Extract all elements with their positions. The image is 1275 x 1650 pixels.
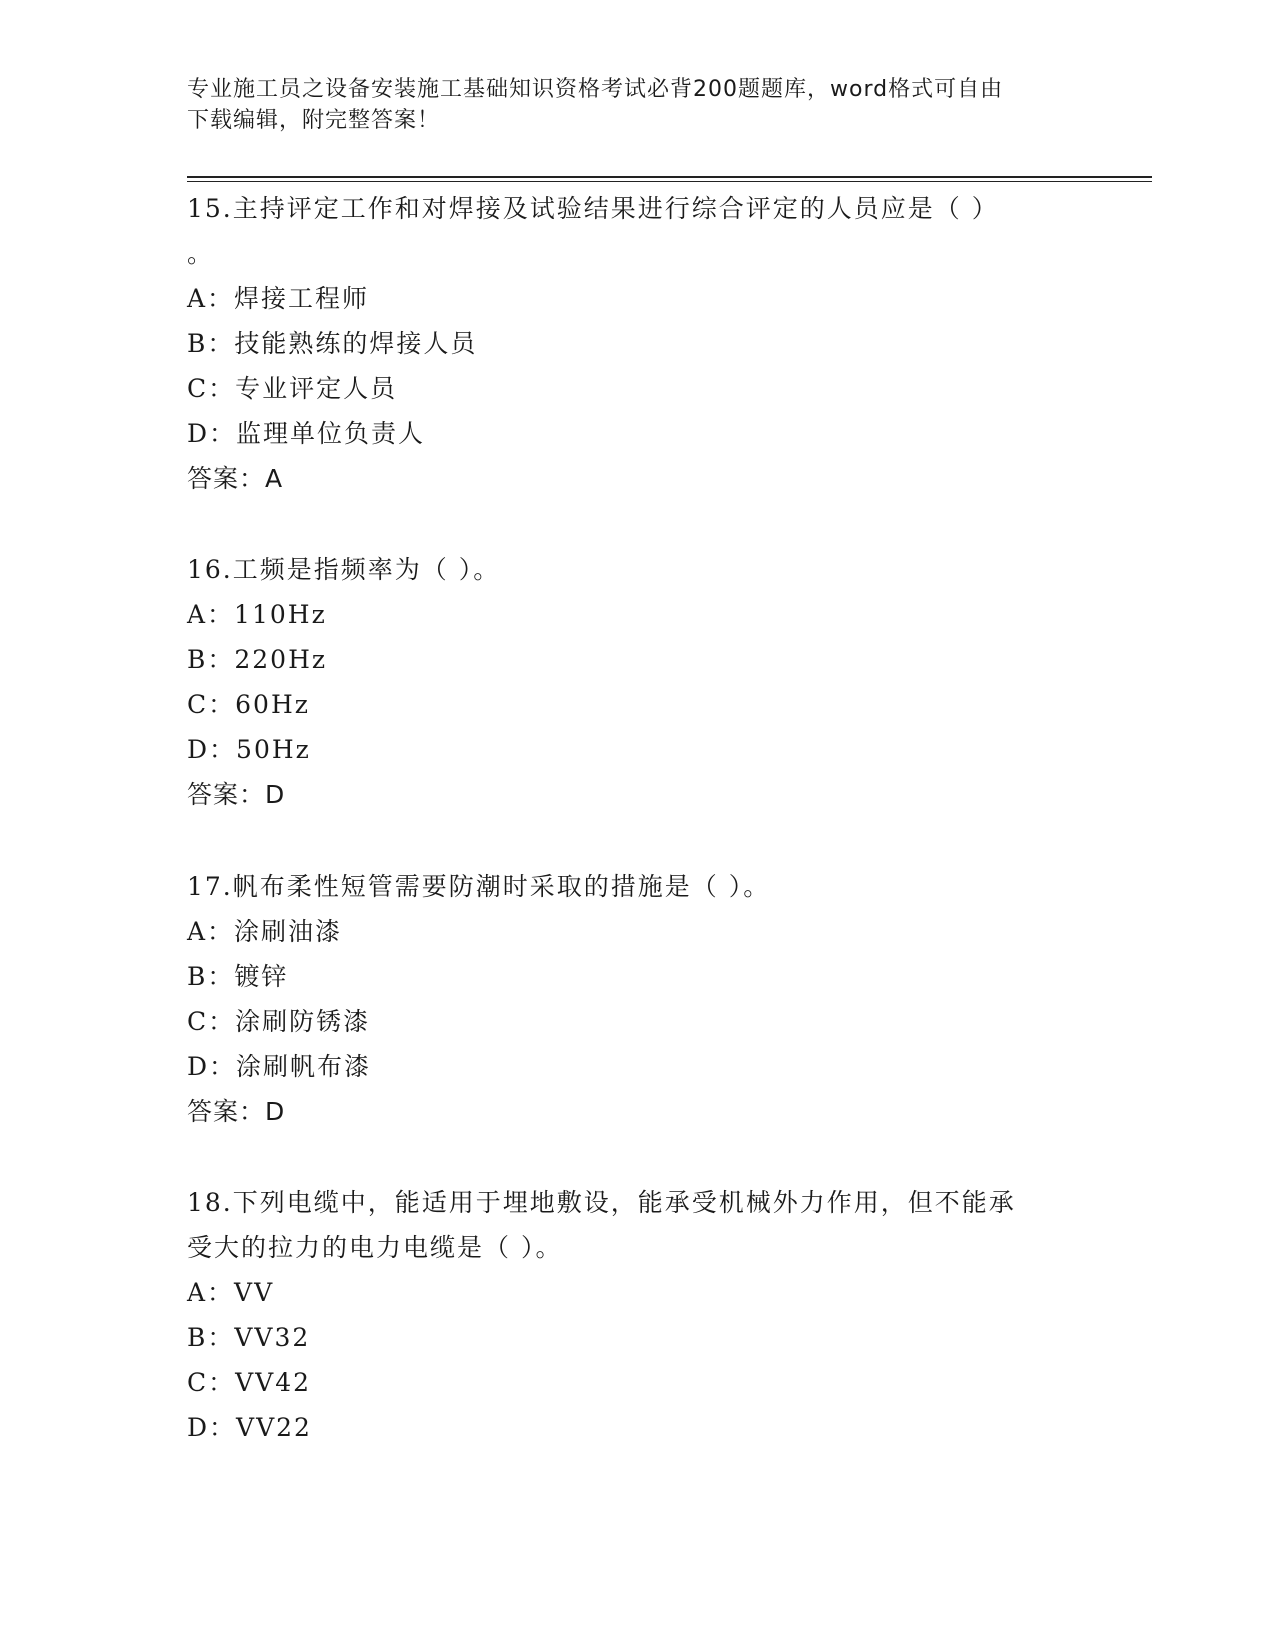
question-stem: 17.帆布柔性短管需要防潮时采取的措施是（ ）。 — [187, 872, 771, 901]
answer: 答案：D — [187, 1097, 286, 1126]
option-d: D：监理单位负责人 — [187, 419, 426, 448]
option-c: C：60Hz — [187, 690, 310, 719]
option-c: C：涂刷防锈漆 — [187, 1007, 371, 1036]
option-b: B：VV32 — [187, 1323, 311, 1352]
option-b: B：技能熟练的焊接人员 — [187, 329, 478, 358]
option-d: D：VV22 — [187, 1413, 312, 1442]
header-divider-thick — [187, 176, 1152, 178]
header-divider-thin — [187, 181, 1152, 182]
question-stem: 18.下列电缆中，能适用于埋地敷设，能承受机械外力作用，但不能承 — [187, 1188, 1016, 1217]
question-stem-continued: 受大的拉力的电力电缆是（ ）。 — [187, 1233, 563, 1262]
option-b: B：镀锌 — [187, 962, 289, 991]
question-stem: 16.工频是指频率为（ ）。 — [187, 555, 501, 584]
header-line-2: 下载编辑，附完整答案！ — [187, 108, 441, 133]
option-c: C：VV42 — [187, 1368, 312, 1397]
option-a: A：110Hz — [187, 600, 327, 629]
option-d: D：50Hz — [187, 735, 311, 764]
option-a: A：焊接工程师 — [187, 284, 370, 313]
document-header — [187, 74, 1067, 136]
question-18 — [187, 1180, 1087, 1450]
option-b: B：220Hz — [187, 645, 328, 674]
option-a: A：VV — [187, 1278, 275, 1307]
answer: 答案：D — [187, 780, 286, 809]
question-stem-continued: 。 — [187, 239, 215, 268]
question-16 — [187, 547, 1087, 817]
question-17 — [187, 864, 1087, 1134]
option-c: C：专业评定人员 — [187, 374, 398, 403]
answer: 答案：A — [187, 464, 284, 493]
question-15 — [187, 186, 1087, 501]
option-d: D：涂刷帆布漆 — [187, 1052, 372, 1081]
question-stem: 15.主持评定工作和对焊接及试验结果进行综合评定的人员应是（ ） — [187, 194, 999, 223]
header-line-1: 专业施工员之设备安装施工基础知识资格考试必背200题题库，word格式可自由 — [187, 77, 1004, 102]
option-a: A：涂刷油漆 — [187, 917, 343, 946]
